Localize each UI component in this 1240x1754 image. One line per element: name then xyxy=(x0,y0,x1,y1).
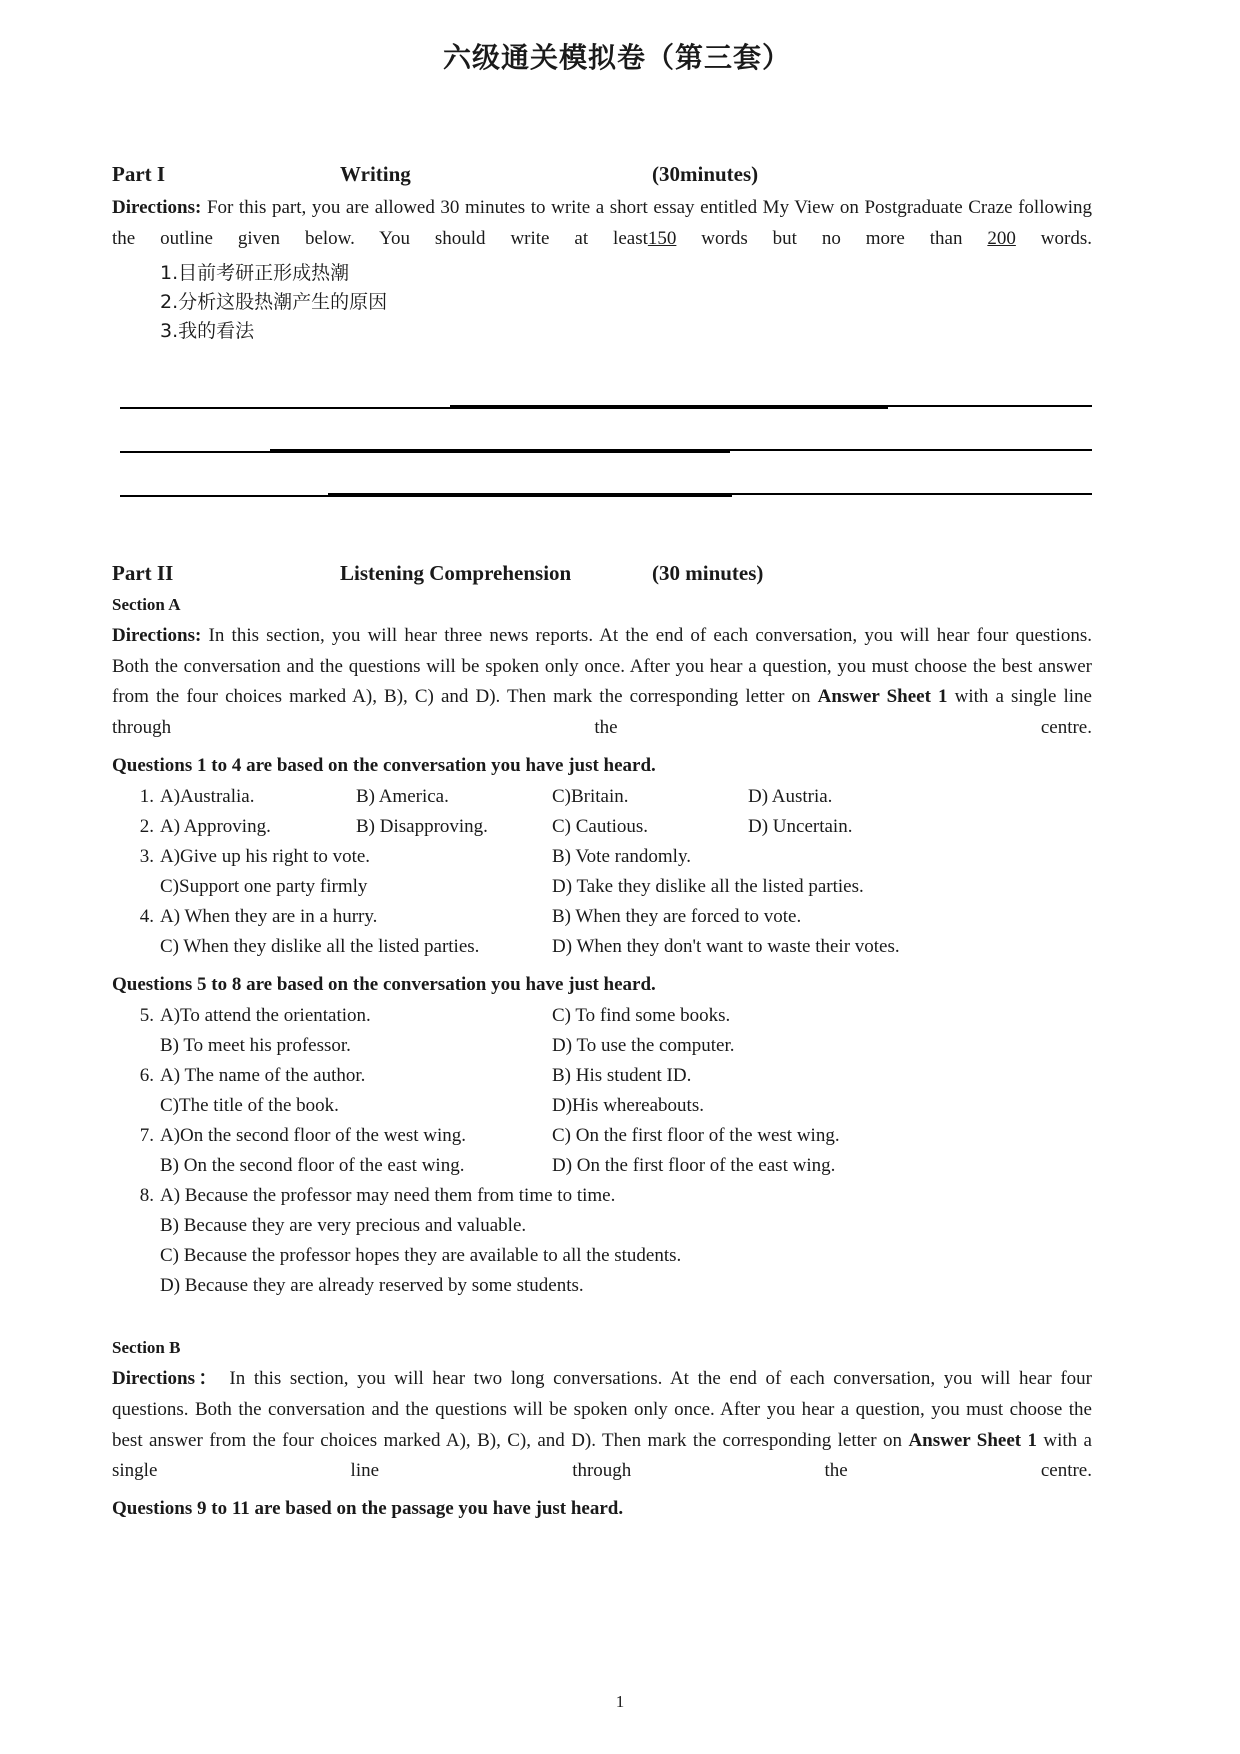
part-1-directions xyxy=(112,193,1092,255)
directions-text-after-max: words. xyxy=(1015,227,1092,249)
directions-tail: with a single line through the centre. xyxy=(112,686,1092,739)
option-b[interactable]: B) Because they are very precious and valuable. xyxy=(160,1215,527,1237)
directions-text-between: words but no more than xyxy=(676,227,988,249)
option-d[interactable]: D) Take they dislike all the listed parties. xyxy=(552,876,864,898)
option-c[interactable]: C) Because the professor hopes they are available to all the students. xyxy=(160,1245,682,1267)
option-b[interactable]: B) America. xyxy=(356,786,449,808)
option-a[interactable]: A) Approving. xyxy=(160,816,271,838)
question-number-blank xyxy=(124,1151,160,1181)
part-1-title: Writing xyxy=(340,162,411,186)
writing-answer-lines xyxy=(112,389,1092,521)
spacer xyxy=(112,76,1092,122)
part-2-header xyxy=(112,561,1092,586)
option-a[interactable]: A) The name of the author. xyxy=(160,1065,366,1087)
option-d[interactable]: D)His whereabouts. xyxy=(552,1095,704,1117)
question-number: 7. xyxy=(139,1125,154,1147)
directions-tail: with a single line through the centre. xyxy=(112,1429,1092,1482)
directions-label: Directions: xyxy=(112,624,202,646)
choice-row xyxy=(112,1061,1092,1091)
option-c[interactable]: C) On the first floor of the west wing. xyxy=(552,1125,840,1147)
option-c[interactable]: C)Support one party firmly xyxy=(160,876,368,898)
part-1-header xyxy=(112,162,1092,187)
question-number-blank xyxy=(124,1031,160,1061)
question-number: 8. xyxy=(139,1185,154,1207)
writing-line xyxy=(112,477,1092,521)
choice-row xyxy=(112,902,1092,932)
choice-row xyxy=(112,872,1092,902)
directions-body: In this section, you will hear two long conversations. At the end of each conversation, you will hear four questions. Both the conversation and the questions will be spoken only once. After you hear a question, you must choose the best answer from the four choices marked A), B), C), and D). Then mark the corresponding letter on xyxy=(112,1368,1092,1451)
directions-body: In this section, you will hear three news reports. At the end of each conversation, you will hear four questions. Both the conversation and the questions will be spoken only once. After you hear a question, you must choose the best answer from the four choices marked A), B), C) and D). Then mark the corresponding letter on xyxy=(112,624,1092,708)
question-number-blank xyxy=(124,1211,160,1241)
question-number: 3. xyxy=(139,846,154,868)
rule-segment xyxy=(328,493,732,497)
question-number: 1. xyxy=(139,786,154,808)
option-d[interactable]: D) On the first floor of the east wing. xyxy=(552,1155,836,1177)
option-b[interactable]: B) His student ID. xyxy=(552,1065,692,1087)
choice-row xyxy=(112,812,1092,842)
part-2-label: Part II xyxy=(112,560,174,585)
choice-row xyxy=(112,1271,1092,1301)
question-number: 6. xyxy=(139,1065,154,1087)
option-c[interactable]: C)The title of the book. xyxy=(160,1095,339,1117)
outline-item: 1.目前考研正形成热潮 xyxy=(160,261,350,284)
option-c[interactable]: C) To find some books. xyxy=(552,1005,731,1026)
option-c[interactable]: C) Cautious. xyxy=(552,816,649,838)
rule-segment xyxy=(120,495,328,497)
question-number-blank xyxy=(124,932,160,962)
question-number-blank xyxy=(124,1091,160,1121)
max-word-count: 200 xyxy=(987,227,1016,249)
option-c[interactable]: C) When they dislike all the listed parties. xyxy=(160,936,480,958)
rule-segment xyxy=(120,407,450,409)
choice-row xyxy=(112,782,1092,812)
option-a[interactable]: A)On the second floor of the west wing. xyxy=(160,1125,467,1147)
page-number: 1 xyxy=(615,1692,625,1711)
questions-5-to-8-heading: Questions 5 to 8 are based on the conversation you have just heard. xyxy=(112,973,656,995)
answer-sheet-reference: Answer Sheet 1 xyxy=(908,1429,1037,1451)
option-a[interactable]: A)To attend the orientation. xyxy=(160,1005,371,1026)
option-b[interactable]: B) Disapproving. xyxy=(356,816,488,838)
part-1-label: Part I xyxy=(112,162,166,186)
choice-row xyxy=(112,1181,1092,1211)
question-number: 5. xyxy=(139,1005,154,1026)
rule-segment xyxy=(450,405,888,409)
rule-segment xyxy=(120,451,270,453)
spacer xyxy=(112,122,1092,152)
questions-9-to-11-heading: Questions 9 to 11 are based on the passage you have just heard. xyxy=(112,1498,624,1520)
option-a[interactable]: A) When they are in a hurry. xyxy=(160,906,378,928)
questions-1-to-4-heading: Questions 1 to 4 are based on the conversation you have just heard. xyxy=(112,754,656,776)
directions-label: Directions: xyxy=(112,197,202,218)
spacer xyxy=(112,1315,1092,1329)
choice-row xyxy=(112,842,1092,872)
writing-line xyxy=(112,433,1092,477)
rule-segment xyxy=(270,449,730,453)
part-2-time: (30 minutes) xyxy=(652,560,764,585)
choice-row xyxy=(112,1211,1092,1241)
rule-segment xyxy=(888,405,1092,407)
choice-row xyxy=(112,1151,1092,1181)
answer-sheet-reference: Answer Sheet 1 xyxy=(817,686,948,708)
directions-label: Directions： xyxy=(112,1368,221,1390)
option-b[interactable]: B) To meet his professor. xyxy=(160,1035,351,1057)
rule-segment xyxy=(732,493,1092,495)
question-number-blank xyxy=(124,1241,160,1271)
spacer xyxy=(112,521,1092,551)
spacer xyxy=(112,1301,1092,1315)
document-title: 六级通关模拟卷（第三套） xyxy=(442,41,791,74)
option-c[interactable]: C)Britain. xyxy=(552,786,629,808)
option-d[interactable]: D) Because they are already reserved by some students. xyxy=(160,1275,584,1297)
outline-item: 3.我的看法 xyxy=(160,320,255,343)
part-2-title: Listening Comprehension xyxy=(340,560,572,585)
question-number: 4. xyxy=(139,906,154,928)
option-a[interactable]: A)Give up his right to vote. xyxy=(160,846,371,868)
part-1-time: (30minutes) xyxy=(652,162,759,186)
option-d[interactable]: D) Austria. xyxy=(748,786,833,808)
choice-row xyxy=(112,1001,1092,1031)
questions-5-to-8-choices xyxy=(112,1001,1092,1301)
rule-segment xyxy=(730,449,1092,451)
writing-outline xyxy=(112,259,1092,347)
choice-row xyxy=(112,932,1092,962)
choice-row xyxy=(112,1241,1092,1271)
option-b[interactable]: B) When they are forced to vote. xyxy=(552,906,802,928)
section-a-directions xyxy=(112,621,1092,744)
choice-row xyxy=(112,1031,1092,1061)
choice-row xyxy=(112,1121,1092,1151)
page-content xyxy=(112,0,1092,1524)
option-d[interactable]: D) To use the computer. xyxy=(552,1035,735,1057)
section-b-directions xyxy=(112,1364,1092,1487)
outline-item: 2.分析这股热潮产生的原因 xyxy=(160,290,388,313)
option-b[interactable]: B) Vote randomly. xyxy=(552,846,691,868)
choice-row xyxy=(112,1091,1092,1121)
option-d[interactable]: D) When they don't want to waste their votes. xyxy=(552,936,900,958)
directions-text-before-min: For this part, you are allowed 30 minutes to write a short essay entitled My View on Postgraduate Craze following the outline given below. You should write at least xyxy=(112,197,1092,249)
question-number-blank xyxy=(124,1271,160,1301)
question-number: 2. xyxy=(139,816,154,838)
writing-line xyxy=(112,389,1092,433)
option-a[interactable]: A) Because the professor may need them from time to time. xyxy=(160,1185,616,1207)
option-d[interactable]: D) Uncertain. xyxy=(748,816,853,838)
questions-1-to-4-choices xyxy=(112,782,1092,962)
section-a-label: Section A xyxy=(112,594,181,614)
min-word-count: 150 xyxy=(647,227,677,249)
question-number-blank xyxy=(124,872,160,902)
section-b-label: Section B xyxy=(112,1338,181,1358)
option-b[interactable]: B) On the second floor of the east wing. xyxy=(160,1155,465,1177)
option-a[interactable]: A)Australia. xyxy=(160,786,255,808)
